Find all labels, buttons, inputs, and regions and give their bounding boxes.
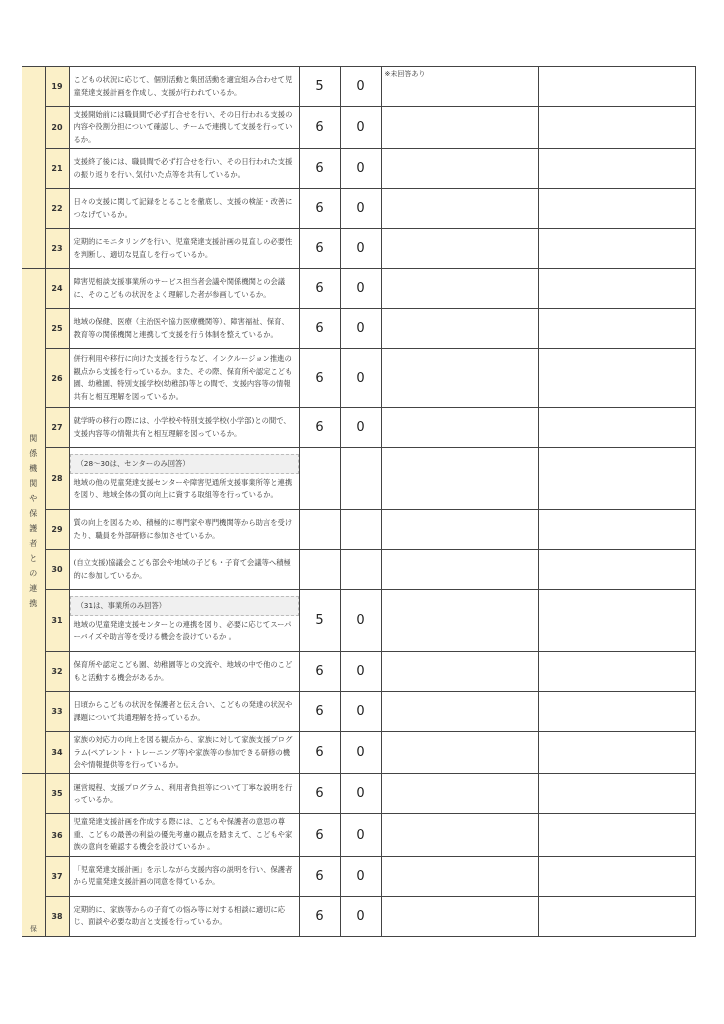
note-cell <box>381 269 538 309</box>
remark-cell <box>538 229 695 269</box>
no-count: 0 <box>340 692 381 732</box>
item-text: 支援終了後には、職員間で必ず打合せを行い、その日行われた支援の振り返りを行い､気付いた点等を共有しているか。 <box>69 149 299 189</box>
scope-note: （28～30は、センターのみ回答） <box>70 454 299 474</box>
remark-cell <box>538 408 695 448</box>
yes-count: 6 <box>299 652 340 692</box>
item-number: 31 <box>45 590 69 652</box>
item-number: 29 <box>45 510 69 550</box>
yes-count: 6 <box>299 814 340 856</box>
item-number: 32 <box>45 652 69 692</box>
remark-cell <box>538 590 695 652</box>
no-count <box>340 510 381 550</box>
no-count: 0 <box>340 67 381 107</box>
item-number: 19 <box>45 67 69 107</box>
note-cell <box>381 590 538 652</box>
table-row <box>22 349 695 408</box>
note-cell <box>381 149 538 189</box>
remark-cell <box>538 107 695 149</box>
remark-cell <box>538 189 695 229</box>
remark-cell <box>538 550 695 590</box>
note-cell: ※未回答あり <box>381 67 538 107</box>
item-number: 28 <box>45 448 69 510</box>
item-text: 日々の支援に関して記録をとることを徹底し、支援の検証・改善につなげているか。 <box>69 189 299 229</box>
yes-count: 6 <box>299 309 340 349</box>
item-text: 定期的に、家族等からの子育ての悩み等に対する相談に適切に応じ、面談や必要な助言と支援を行っているか。 <box>69 896 299 936</box>
no-count <box>340 448 381 510</box>
item-number: 36 <box>45 814 69 856</box>
yes-count <box>299 550 340 590</box>
item-number: 34 <box>45 732 69 774</box>
category-relation <box>22 269 45 774</box>
table-row <box>22 652 695 692</box>
category-next <box>22 774 45 936</box>
table-row <box>22 189 695 229</box>
note-cell <box>381 408 538 448</box>
remark-cell <box>538 349 695 408</box>
note-cell <box>381 229 538 269</box>
table-row <box>22 510 695 550</box>
item-text: 障害児相談支援事業所のサービス担当者会議や関係機関との会議に、そのこどもの状況をよく理解した者が参画しているか。 <box>69 269 299 309</box>
no-count: 0 <box>340 269 381 309</box>
note-cell <box>381 732 538 774</box>
remark-cell <box>538 510 695 550</box>
item-number: 26 <box>45 349 69 408</box>
remark-cell <box>538 269 695 309</box>
table-row <box>22 149 695 189</box>
no-count: 0 <box>340 732 381 774</box>
item-number: 38 <box>45 896 69 936</box>
table-row <box>22 408 695 448</box>
yes-count: 6 <box>299 229 340 269</box>
yes-count: 6 <box>299 408 340 448</box>
category-label: 関係機関や保護者との連携 <box>29 434 38 609</box>
item-number: 27 <box>45 408 69 448</box>
table-row <box>22 732 695 774</box>
item-number: 30 <box>45 550 69 590</box>
note-cell <box>381 448 538 510</box>
remark-cell <box>538 149 695 189</box>
no-count: 0 <box>340 349 381 408</box>
table-row <box>22 814 695 856</box>
no-count: 0 <box>340 774 381 814</box>
table-row <box>22 692 695 732</box>
no-count: 0 <box>340 896 381 936</box>
item-number: 24 <box>45 269 69 309</box>
no-count: 0 <box>340 149 381 189</box>
table-row <box>22 229 695 269</box>
no-count: 0 <box>340 856 381 896</box>
item-text: 日頃からこどもの状況を保護者と伝え合い、こどもの発達の状況や課題について共通理解を持っているか。 <box>69 692 299 732</box>
item-body: 地域の児童発達支援センターとの連携を図り、必要に応じてスーパーバイズや助言等を受ける機会を設けているか 。 <box>73 619 292 642</box>
remark-cell <box>538 856 695 896</box>
item-text: 支援開始前には職員間で必ず打合せを行い、その日行われる支援の内容や役割分担について確認し、チームで連携して支援を行っているか。 <box>69 107 299 149</box>
yes-count: 6 <box>299 107 340 149</box>
item-number: 21 <box>45 149 69 189</box>
item-text: 就学時の移行の際には、小学校や特別支援学校(小学部)との間で、支援内容等の情報共有と相互理解を図っているか。 <box>69 408 299 448</box>
item-number: 22 <box>45 189 69 229</box>
yes-count: 6 <box>299 149 340 189</box>
no-count: 0 <box>340 189 381 229</box>
remark-cell <box>538 652 695 692</box>
item-number: 20 <box>45 107 69 149</box>
item-number: 33 <box>45 692 69 732</box>
table-row <box>22 67 695 107</box>
scope-note: （31は、事業所のみ回答） <box>70 596 299 616</box>
note-cell <box>381 189 538 229</box>
note-cell <box>381 550 538 590</box>
note-cell <box>381 774 538 814</box>
item-text: 家族の対応力の向上を図る観点から、家族に対して家族支援プログラム(ペアレント・トレーニング等)や家族等の参加できる研修の機会や情報提供等を行っているか。 <box>69 732 299 774</box>
item-text: 地域の保健、医療（主治医や協力医療機関等）、障害福祉、保育、教育等の関係機関と連携して支援を行う体制を整えているか。 <box>69 309 299 349</box>
note-cell <box>381 510 538 550</box>
category-cell-continued <box>22 67 45 269</box>
remark-cell <box>538 814 695 856</box>
table-row <box>22 107 695 149</box>
yes-count: 6 <box>299 732 340 774</box>
no-count: 0 <box>340 309 381 349</box>
note-cell <box>381 692 538 732</box>
item-number: 35 <box>45 774 69 814</box>
item-text: 運営規程、支援プログラム、利用者負担等について丁寧な説明を行っているか。 <box>69 774 299 814</box>
item-text: 「児童発達支援計画」を示しながら支援内容の説明を行い、保護者から児童発達支援計画の同意を得ているか。 <box>69 856 299 896</box>
remark-cell <box>538 692 695 732</box>
table-row <box>22 856 695 896</box>
table-row <box>22 774 695 814</box>
yes-count: 6 <box>299 189 340 229</box>
remark-cell <box>538 448 695 510</box>
no-count: 0 <box>340 652 381 692</box>
remark-cell <box>538 309 695 349</box>
yes-count: 5 <box>299 590 340 652</box>
yes-count: 6 <box>299 269 340 309</box>
note-cell <box>381 896 538 936</box>
remark-cell <box>538 732 695 774</box>
item-text <box>69 590 299 652</box>
note-cell <box>381 856 538 896</box>
yes-count: 6 <box>299 774 340 814</box>
item-text: 質の向上を図るため、積極的に専門家や専門機関等から助言を受けたり、職員を外部研修に参加させているか。 <box>69 510 299 550</box>
note-cell <box>381 309 538 349</box>
item-number: 25 <box>45 309 69 349</box>
yes-count <box>299 510 340 550</box>
note-cell <box>381 814 538 856</box>
no-count: 0 <box>340 590 381 652</box>
table-row <box>22 550 695 590</box>
yes-count: 6 <box>299 692 340 732</box>
item-number: 37 <box>45 856 69 896</box>
item-number: 23 <box>45 229 69 269</box>
remark-cell <box>538 896 695 936</box>
note-cell <box>381 107 538 149</box>
table-row <box>22 896 695 936</box>
yes-count: 5 <box>299 67 340 107</box>
note-cell <box>381 652 538 692</box>
item-text: 保育所や認定こども園、幼稚園等との交流や、地域の中で他のこどもと活動する機会があるか。 <box>69 652 299 692</box>
item-text: 定期的にモニタリングを行い、児童発達支援計画の見直しの必要性を判断し、適切な見直しを行っているか。 <box>69 229 299 269</box>
item-text: 併行利用や移行に向けた支援を行うなど、インクルージョン推進の観点から支援を行っているか。また、その際、保育所や認定こども園、幼稚園、特別支援学校(幼稚部)等との間で、支援内容等の情報共有と相互理解を図っているか。 <box>69 349 299 408</box>
yes-count <box>299 448 340 510</box>
table-row <box>22 590 695 652</box>
no-count: 0 <box>340 814 381 856</box>
evaluation-table <box>22 66 696 937</box>
no-count: 0 <box>340 229 381 269</box>
note-cell <box>381 349 538 408</box>
item-text: 児童発達支援計画を作成する際には、こどもや保護者の意思の尊重、こどもの最善の利益の優先考慮の観点を踏まえて、こどもや家族の意向を確認する機会を設けているか 。 <box>69 814 299 856</box>
table-row <box>22 448 695 510</box>
no-count <box>340 550 381 590</box>
item-text: (自立支援)協議会こども部会や地域の子ども・子育て会議等へ積極的に参加しているか。 <box>69 550 299 590</box>
next-category-fragment: 保 <box>30 925 37 933</box>
item-text: こどもの状況に応じて、個別活動と集団活動を適宜組み合わせて児童発達支援計画を作成し、支援が行われているか。 <box>69 67 299 107</box>
yes-count: 6 <box>299 856 340 896</box>
table-row <box>22 269 695 309</box>
remark-cell <box>538 67 695 107</box>
item-body: 地域の他の児童発達支援センターや障害児通所支援事業所等と連携を図り、地域全体の質の向上に資する取組等を行っているか。 <box>73 477 293 500</box>
item-text <box>69 448 299 510</box>
no-count: 0 <box>340 408 381 448</box>
no-count: 0 <box>340 107 381 149</box>
yes-count: 6 <box>299 896 340 936</box>
table-row <box>22 309 695 349</box>
remark-cell <box>538 774 695 814</box>
yes-count: 6 <box>299 349 340 408</box>
